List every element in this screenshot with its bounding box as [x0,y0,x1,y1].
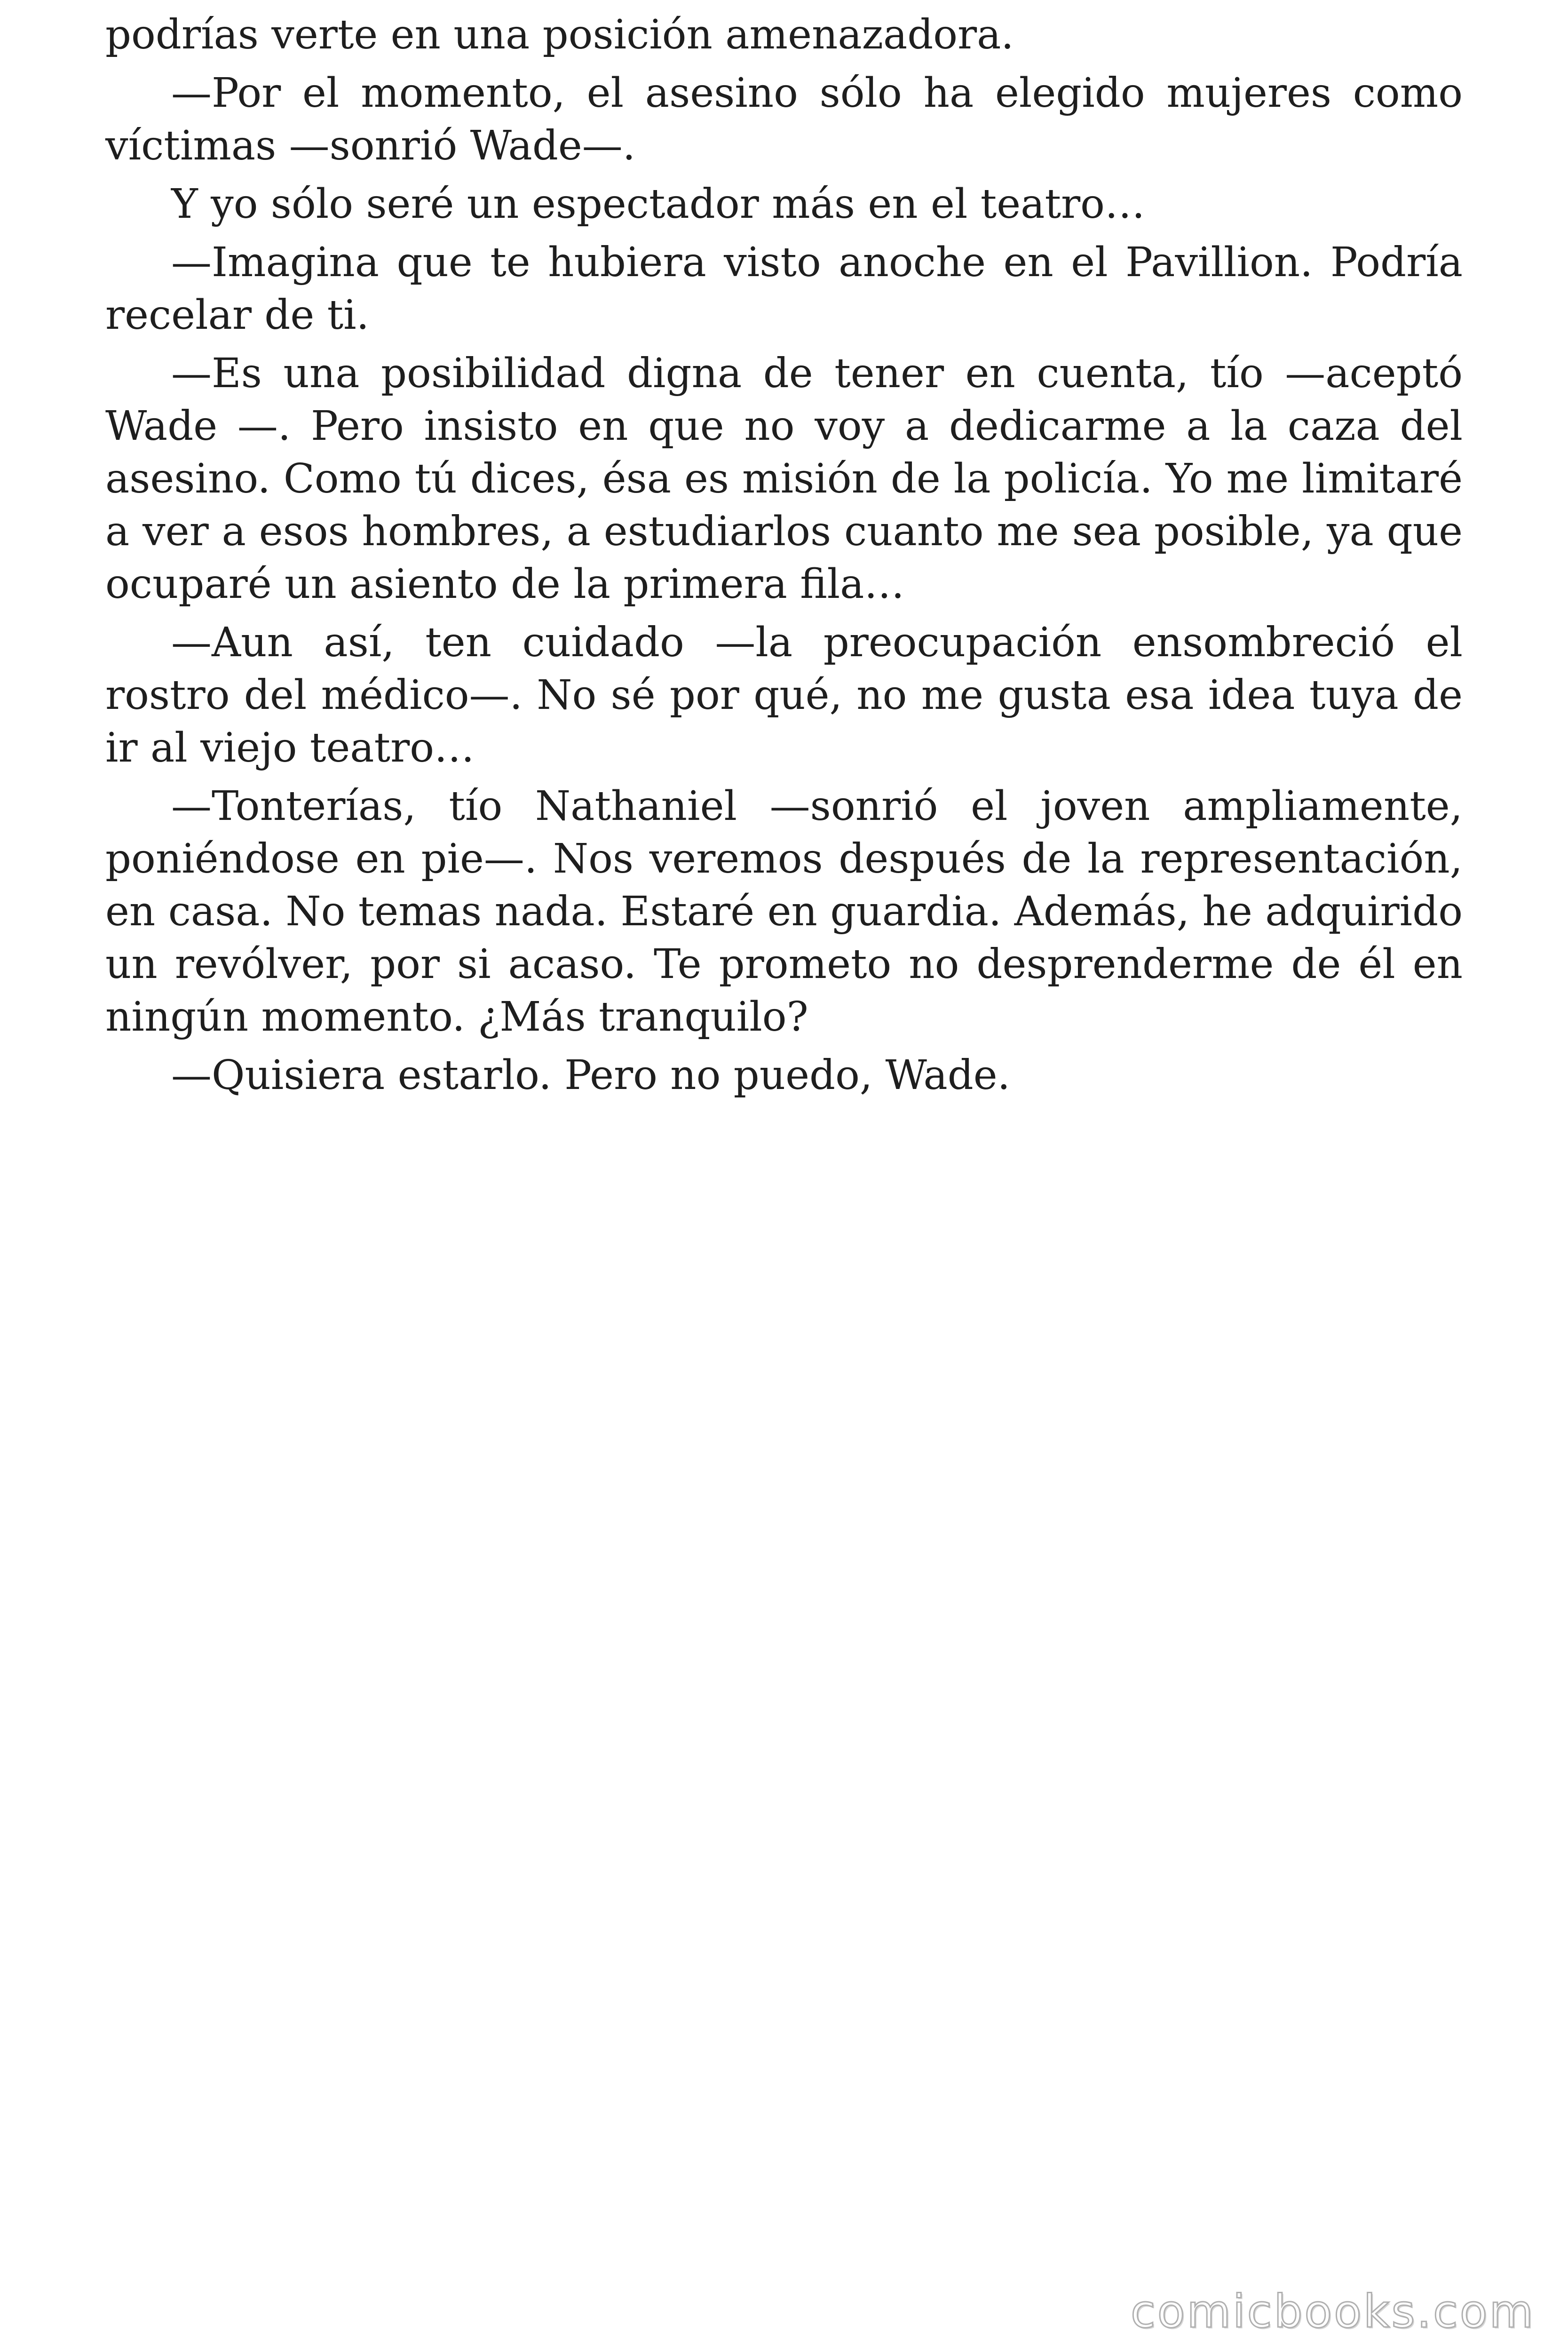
paragraph-7: —Tonterías, tío Nathaniel —sonrió el joven ampliamente, poniéndose en pie—. Nos veremos después de la representación, en casa. No temas nada. Estaré en guardia. Además, he adquirido un revólver, por si acaso. Te prometo no desprenderme de él en ningún momento. ¿Más tranquilo? [105,783,1463,1041]
paragraph-1: podrías verte en una posición amenazadora. [105,11,1014,58]
paragraph-3: Y yo sólo seré un espectador más en el teatro… [171,181,1145,228]
page-body [105,8,1463,1102]
paragraph-8: —Quisiera estarlo. Pero no puedo, Wade. [171,1052,1010,1099]
paragraph-6: —Aun así, ten cuidado —la preocupación ensombreció el rostro del médico—. No sé por qué, no me gusta esa idea tuya de ir al viejo teatro… [105,619,1463,771]
watermark-text: comicbooks.com [1130,2285,1535,2338]
paragraph-2: —Por el momento, el asesino sólo ha elegido mujeres como víctimas —sonrió Wade—. [105,70,1463,169]
paragraph-4: —Imagina que te hubiera visto anoche en el Pavillion. Podría recelar de ti. [105,239,1463,339]
paragraph-5: —Es una posibilidad digna de tener en cuenta, tío —aceptó Wade —. Pero insisto en que no voy a dedicarme a la caza del asesino. Como tú dices, ésa es misión de la policía. Yo me limitaré a ver a esos hombres, a estudiarlos cuanto me sea posible, ya que ocuparé un asiento de la primera fila… [105,350,1463,608]
